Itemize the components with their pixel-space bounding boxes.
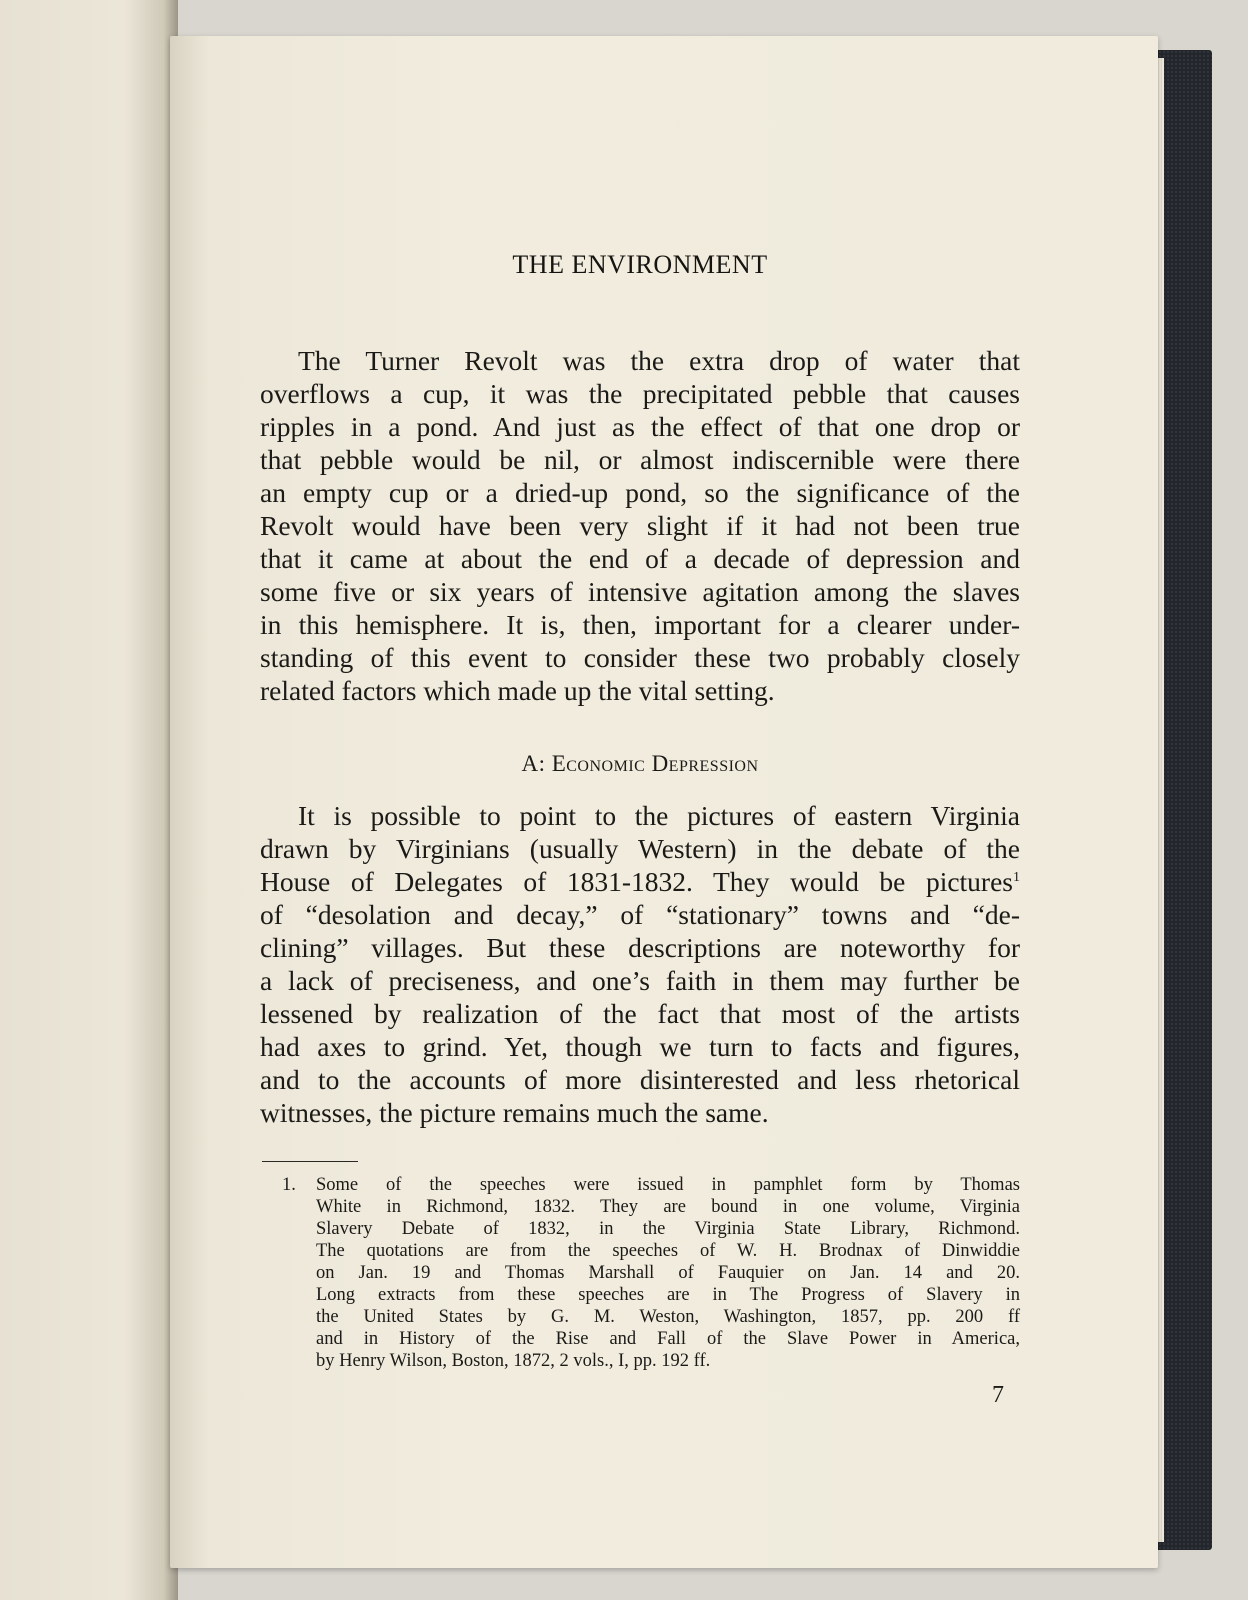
text-line: related factors which made up the vital setting. bbox=[260, 675, 775, 706]
chapter-heading: THE ENVIRONMENT bbox=[512, 250, 768, 279]
footnote-line: and in History of the Rise and Fall of the Slave Power in America, bbox=[316, 1329, 1020, 1349]
footnote-line: the United States by G. M. Weston, Washington, 1857, pp. 200 ff bbox=[316, 1307, 1020, 1327]
footnote-line: White in Richmond, 1832. They are bound in one volume, Virginia bbox=[316, 1197, 1020, 1217]
section-heading: A: Economic Depression bbox=[521, 751, 759, 776]
footnote-line: The quotations are from the speeches of W. H. Brodnax of Dinwiddie bbox=[316, 1241, 1020, 1261]
text-line: The Turner Revolt was the extra drop of water that bbox=[298, 345, 1020, 376]
page-number: 7 bbox=[992, 1382, 1004, 1408]
footnote-rule bbox=[262, 1161, 358, 1162]
text-line: witnesses, the picture remains much the same. bbox=[260, 1097, 769, 1128]
footnote-marker: 1 bbox=[1013, 869, 1020, 885]
text-line: that pebble would be nil, or almost indiscernible were there bbox=[260, 444, 1020, 475]
text-line: and to the accounts of more disinterested and less rhetorical bbox=[260, 1064, 1020, 1095]
section-paragraph bbox=[260, 799, 1020, 1129]
footnote-line: by Henry Wilson, Boston, 1872, 2 vols., I, pp. 192 ff. bbox=[316, 1351, 711, 1371]
text-line: lessened by realization of the fact that most of the artists bbox=[260, 998, 1020, 1029]
footnote-line: Long extracts from these speeches are in The Progress of Slavery in bbox=[316, 1285, 1020, 1305]
text-line: in this hemisphere. It is, then, important for a clearer under- bbox=[260, 609, 1020, 640]
text-fragment: House of Delegates of 1831-1832. They would be pictures bbox=[260, 866, 1013, 897]
text-line: drawn by Virginians (usually Western) in the debate of the bbox=[260, 833, 1020, 864]
left-page bbox=[0, 0, 178, 1600]
footnote-line: Some of the speeches were issued in pamphlet form by Thomas bbox=[316, 1175, 1020, 1195]
footnote-line: on Jan. 19 and Thomas Marshall of Fauquier on Jan. 14 and 20. bbox=[316, 1263, 1020, 1283]
text-line: some five or six years of intensive agitation among the slaves bbox=[260, 576, 1020, 607]
text-line: clining” villages. But these descriptions are noteworthy for bbox=[260, 932, 1020, 963]
text-line: an empty cup or a dried-up pond, so the significance of the bbox=[260, 477, 1020, 508]
text-line: Revolt would have been very slight if it had not been true bbox=[260, 510, 1020, 541]
footnote bbox=[282, 1174, 1020, 1372]
footnote-number: 1. bbox=[282, 1175, 296, 1195]
text-line: overflows a cup, it was the precipitated pebble that causes bbox=[260, 378, 1020, 409]
text-line: that it came at about the end of a decade of depression and bbox=[260, 543, 1020, 574]
page-content bbox=[260, 250, 1020, 1372]
text-line: had axes to grind. Yet, though we turn to facts and figures, bbox=[260, 1031, 1020, 1062]
text-line: It is possible to point to the pictures of eastern Virginia bbox=[298, 800, 1020, 831]
text-line: ripples in a pond. And just as the effect of that one drop or bbox=[260, 411, 1020, 442]
footnote-line: Slavery Debate of 1832, in the Virginia State Library, Richmond. bbox=[316, 1219, 1020, 1239]
text-line bbox=[260, 865, 1020, 898]
text-line: of “desolation and decay,” of “stationary” towns and “de- bbox=[260, 899, 1020, 930]
text-line: a lack of preciseness, and one’s faith in them may further be bbox=[260, 965, 1020, 996]
intro-paragraph bbox=[260, 344, 1020, 707]
text-line: standing of this event to consider these two probably closely bbox=[260, 642, 1020, 673]
